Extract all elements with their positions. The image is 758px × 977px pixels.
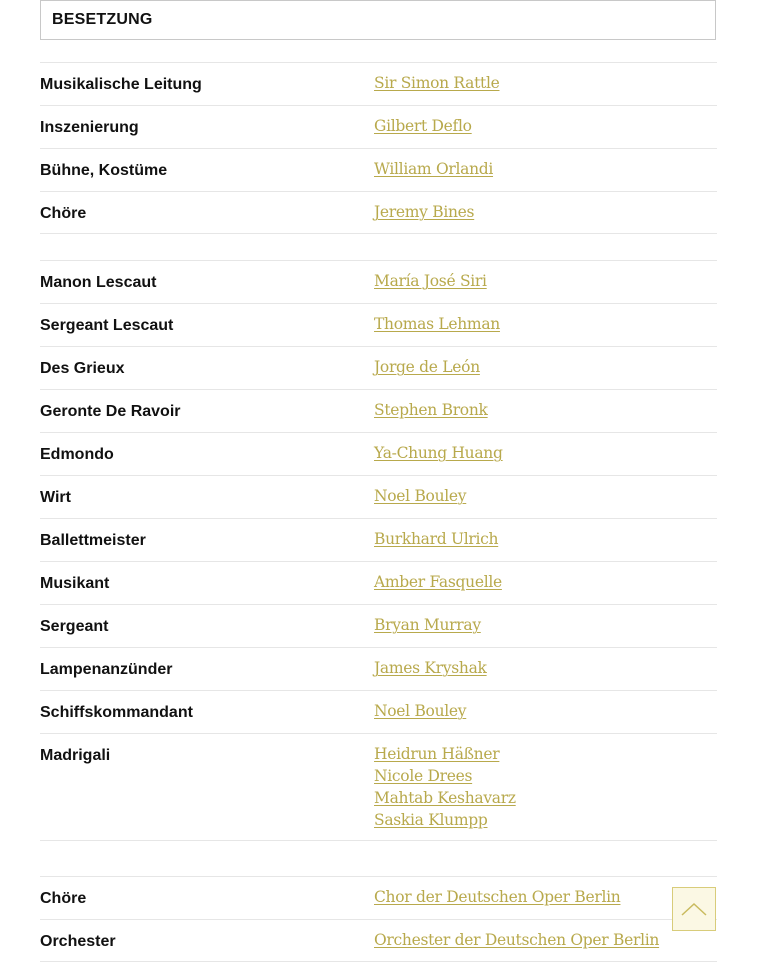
performer-link[interactable]: María José Siri: [374, 272, 487, 290]
performer-link[interactable]: Nicole Drees: [374, 767, 473, 785]
role-label: Chöre: [40, 890, 87, 907]
role-label: Musikant: [40, 575, 110, 592]
role-label: Sergeant: [40, 618, 109, 635]
role-label: Schiffskommandant: [40, 704, 193, 721]
performer-list: [374, 519, 717, 561]
performer-list: [374, 691, 717, 733]
ensemble-group: [40, 876, 717, 962]
chevron-up-icon: [681, 902, 707, 916]
performer-link[interactable]: Stephen Bronk: [374, 401, 488, 419]
table-row: [40, 105, 717, 148]
table-row: [40, 876, 717, 919]
performer-link[interactable]: James Kryshak: [374, 659, 487, 677]
table-row: [40, 561, 717, 604]
performer-list: [374, 304, 717, 346]
table-row: [40, 690, 717, 733]
performer-list: [374, 920, 717, 961]
role-label: Bühne, Kostüme: [40, 162, 168, 179]
performer-link[interactable]: Burkhard Ulrich: [374, 530, 499, 548]
performer-list: [374, 261, 717, 303]
performer-list: [374, 347, 717, 389]
role-label: Sergeant Lescaut: [40, 317, 174, 334]
performer-link[interactable]: Thomas Lehman: [374, 315, 500, 333]
table-row: [40, 260, 717, 303]
table-row: [40, 62, 717, 105]
table-row: [40, 303, 717, 346]
table-row: [40, 919, 717, 962]
role-label: Chöre: [40, 205, 87, 222]
performer-link[interactable]: Ya-Chung Huang: [374, 444, 503, 462]
role-label: Madrigali: [40, 747, 111, 764]
performer-link[interactable]: Noel Bouley: [374, 487, 467, 505]
role-label: Ballettmeister: [40, 532, 146, 549]
performer-list: [374, 192, 717, 233]
table-row: [40, 647, 717, 690]
performer-list: [374, 106, 717, 148]
performer-link[interactable]: Jeremy Bines: [374, 203, 475, 221]
section-title: BESETZUNG: [52, 11, 153, 28]
table-row: [40, 191, 717, 234]
performer-list: [374, 390, 717, 432]
table-row: [40, 475, 717, 518]
table-row: [40, 518, 717, 561]
role-label: Des Grieux: [40, 360, 125, 377]
table-row: [40, 733, 717, 841]
performer-list: [374, 149, 717, 191]
performer-link[interactable]: Mahtab Keshavarz: [374, 789, 516, 807]
performer-link[interactable]: William Orlandi: [374, 160, 494, 178]
performer-link[interactable]: Orchester der Deutschen Oper Berlin: [374, 931, 660, 949]
table-row: [40, 148, 717, 191]
table-row: [40, 604, 717, 647]
performer-link[interactable]: Bryan Murray: [374, 616, 481, 634]
performer-link[interactable]: Chor der Deutschen Oper Berlin: [374, 888, 621, 906]
role-label: Wirt: [40, 489, 71, 506]
table-row: [40, 389, 717, 432]
performer-list: [374, 562, 717, 604]
role-label: Musikalische Leitung: [40, 76, 202, 93]
cast-group: [40, 260, 717, 841]
performer-list: [374, 476, 717, 518]
performer-link[interactable]: Sir Simon Rattle: [374, 74, 500, 92]
role-label: Lampenanzünder: [40, 661, 173, 678]
role-label: Inszenierung: [40, 119, 139, 136]
performer-list: [374, 605, 717, 647]
performer-link[interactable]: Amber Fasquelle: [374, 573, 502, 591]
performer-list: [374, 734, 717, 840]
role-label: Edmondo: [40, 446, 114, 463]
creative-team-group: [40, 62, 717, 234]
back-to-top-button[interactable]: [672, 887, 716, 931]
performer-link[interactable]: Heidrun Häßner: [374, 745, 500, 763]
role-label: Manon Lescaut: [40, 274, 157, 291]
performer-link[interactable]: Saskia Klumpp: [374, 811, 488, 829]
performer-link[interactable]: Gilbert Deflo: [374, 117, 472, 135]
performer-link[interactable]: Jorge de León: [374, 358, 480, 376]
role-label: Orchester: [40, 933, 116, 950]
performer-link[interactable]: Noel Bouley: [374, 702, 467, 720]
section-header: [40, 0, 716, 40]
performer-list: [374, 433, 717, 475]
table-row: [40, 346, 717, 389]
performer-list: [374, 63, 717, 105]
performer-list: [374, 648, 717, 690]
performer-list: [374, 877, 717, 919]
role-label: Geronte De Ravoir: [40, 403, 181, 420]
table-row: [40, 432, 717, 475]
